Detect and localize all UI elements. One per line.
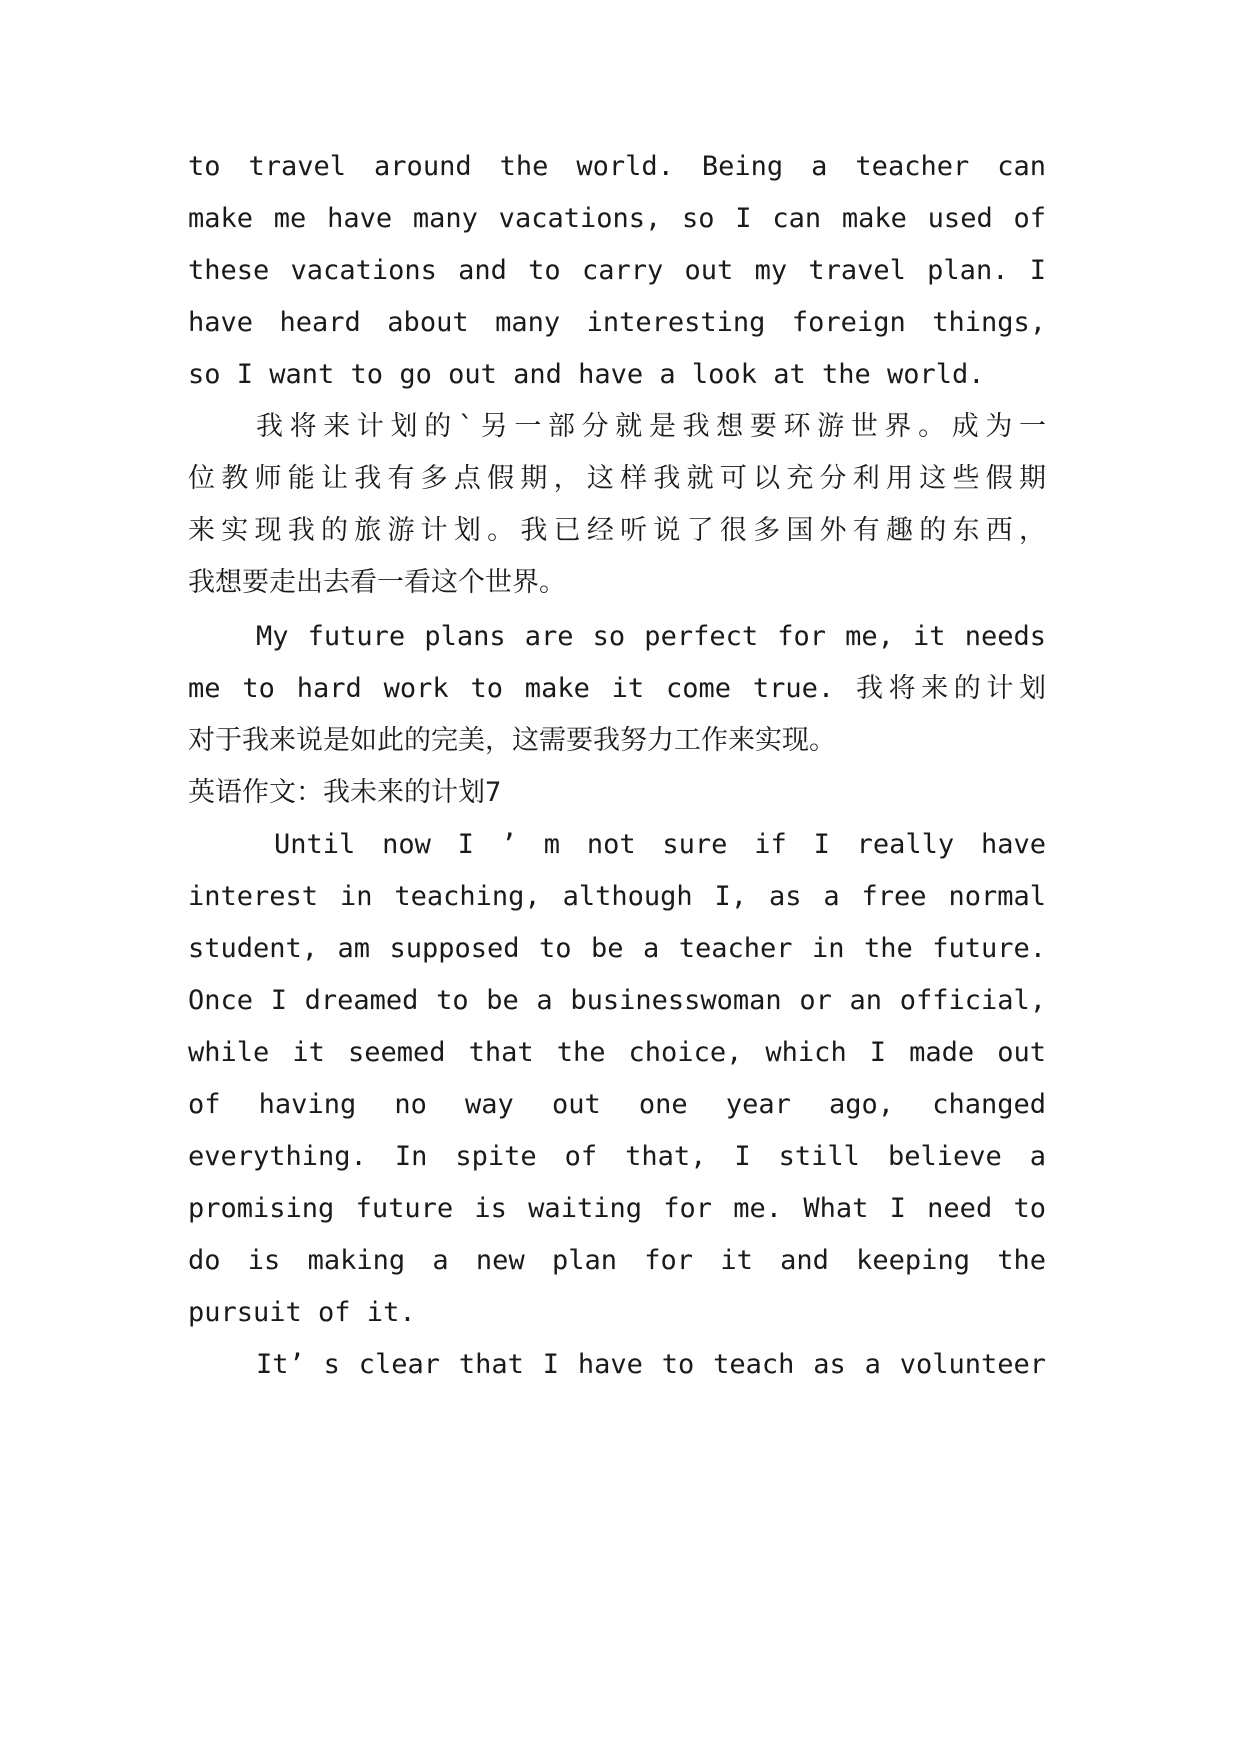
text-line: promising future is waiting for me. What I need to bbox=[188, 1193, 1046, 1224]
text-line: to travel around the world. Being a teacher can bbox=[188, 151, 1046, 182]
section-heading: 英语作文：我未来的计划7 bbox=[188, 777, 502, 808]
text-line: have heard about many interesting foreign things, bbox=[188, 307, 1046, 338]
text-line: Once I dreamed to be a businesswoman or an official, bbox=[188, 985, 1046, 1016]
text-line: My future plans are so perfect for me, it needs bbox=[256, 621, 1046, 652]
text-line: while it seemed that the choice, which I made out bbox=[188, 1037, 1046, 1068]
text-line: pursuit of it. bbox=[188, 1297, 416, 1328]
text-line: 来实现我的旅游计划。我已经听说了很多国外有趣的东西， bbox=[188, 515, 1046, 546]
text-line: 对于我来说是如此的完美，这需要我努力工作来实现。 bbox=[188, 725, 836, 756]
text-line: interest in teaching, although I, as a free normal bbox=[188, 881, 1046, 912]
text-line: of having no way out one year ago, changed bbox=[188, 1089, 1046, 1120]
text-line: me to hard work to make it come true. 我将来的计划 bbox=[188, 673, 1046, 704]
text-line: 我想要走出去看一看这个世界。 bbox=[188, 567, 566, 598]
text-line: 位教师能让我有多点假期，这样我就可以充分利用这些假期 bbox=[188, 463, 1046, 494]
text-line: Until now I ’ m not sure if I really have bbox=[274, 829, 1046, 860]
text-line: 我将来计划的`另一部分就是我想要环游世界。成为一 bbox=[256, 411, 1046, 442]
text-line: student, am supposed to be a teacher in the future. bbox=[188, 933, 1046, 964]
text-line: It’ s clear that I have to teach as a volunteer bbox=[256, 1349, 1046, 1380]
text-line: everything. In spite of that, I still believe a bbox=[188, 1141, 1046, 1172]
text-line: make me have many vacations, so I can make used of bbox=[188, 203, 1046, 234]
text-line: do is making a new plan for it and keeping the bbox=[188, 1245, 1046, 1276]
text-line: so I want to go out and have a look at the world. bbox=[188, 359, 985, 390]
text-line: these vacations and to carry out my travel plan. I bbox=[188, 255, 1046, 286]
